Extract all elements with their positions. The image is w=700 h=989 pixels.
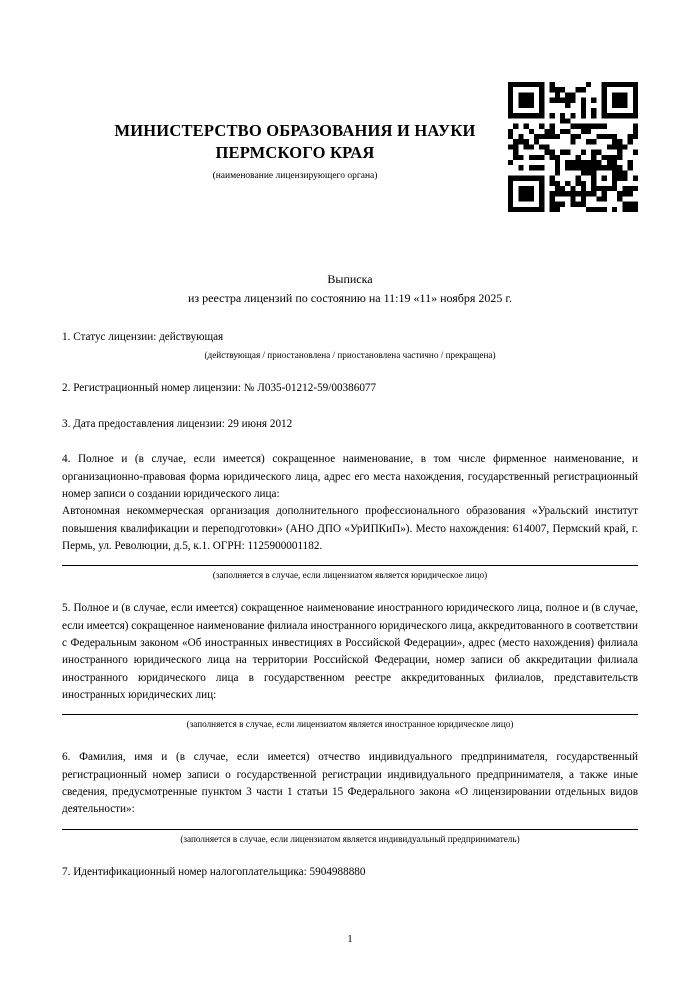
document-subtitle: из реестра лицензий по состоянию на 11:19 «11» ноября 2025 г. bbox=[188, 290, 512, 305]
section-foreign-entity-rule bbox=[62, 714, 638, 715]
page-number: 1 bbox=[347, 933, 353, 945]
section-individual-entrepreneur-rule bbox=[62, 829, 638, 830]
page-title bbox=[62, 120, 528, 165]
section-legal-entity bbox=[62, 451, 638, 582]
section-status-text: 1. Статус лицензии: действующая bbox=[62, 331, 224, 344]
document-title-block bbox=[62, 270, 638, 307]
section-legal-entity-value: Автономная некоммерческая организация дополнительного профессионального образования «Уральский институт повышения квалификации и переподготовки» (АНО ДПО «УрИПКиП»). Место нахождения: 614007, Пермский край, г. Пермь, ул. Революции, д.5, к.1. ОГРН: 1125900001182. bbox=[62, 505, 638, 552]
section-status-note: (действующая / приостановлена / приостановлена частично / прекращена) bbox=[204, 350, 496, 361]
section-individual-entrepreneur-text: 6. Фамилия, имя и (в случае, если имеется) отчество индивидуального предпринимателя, государственный регистрационный номер записи о государственной регистрации индивидуального предпринимателя, а также иные сведения, предусмотренные пунктом 3 части 1 статьи 15 Федерального закона «О лицензировании отдельных видов деятельности»: bbox=[62, 751, 638, 816]
org-name-caption: (наименование лицензирующего органа) bbox=[212, 170, 378, 181]
section-reg-number bbox=[62, 380, 638, 397]
section-reg-number-text: 2. Регистрационный номер лицензии: № Л035-01212-59/00386077 bbox=[62, 382, 377, 395]
section-individual-entrepreneur-note: (заполняется в случае, если лицензиатом является индивидуальный предприниматель) bbox=[180, 833, 520, 844]
section-foreign-entity-note: (заполняется в случае, если лицензиатом является иностранное юридическое лицо) bbox=[186, 719, 514, 730]
org-name-line1: МИНИСТЕРСТВО ОБРАЗОВАНИЯ И НАУКИ bbox=[114, 121, 476, 140]
section-foreign-entity bbox=[62, 600, 638, 731]
org-name-line2: ПЕРМСКОГО КРАЯ bbox=[215, 143, 375, 163]
section-foreign-entity-text: 5. Полное и (в случае, если имеется) сокращенное наименование иностранного юридического лица, полное и (в случае, если имеется) сокращенное наименование филиала иностранного юридического лица, аккредитованного в соответствии с Федеральным законом «Об иностранных инвестициях в Российской Федерации», адрес (место нахождения) филиала иностранного юридического лица на территории Российской Федерации, номер записи об аккредитации филиала иностранного юридического лица в государственном реестре аккредитованных филиалов, представительств иностранных юридических лиц: bbox=[62, 602, 638, 702]
qr-code bbox=[508, 82, 638, 212]
section-legal-entity-rule bbox=[62, 565, 638, 566]
qr-code-canvas bbox=[508, 82, 638, 212]
section-legal-entity-text: 4. Полное и (в случае, если имеется) сокращенное наименование, в том числе фирменное наименование, и организационно-правовая форма юридического лица, адрес его места нахождения, государственный регистрационный номер записи о создании юридического лица: bbox=[62, 453, 638, 500]
section-individual-entrepreneur bbox=[62, 749, 638, 845]
section-status bbox=[62, 329, 638, 362]
section-inn-text: 7. Идентификационный номер налогоплательщика: 5904988880 bbox=[62, 865, 366, 878]
section-issue-date bbox=[62, 416, 638, 433]
section-inn bbox=[62, 864, 638, 881]
document-type: Выписка bbox=[327, 271, 373, 286]
section-legal-entity-note: (заполняется в случае, если лицензиатом является юридическое лицо) bbox=[212, 570, 488, 581]
section-issue-date-text: 3. Дата предоставления лицензии: 29 июня 2012 bbox=[62, 417, 293, 430]
